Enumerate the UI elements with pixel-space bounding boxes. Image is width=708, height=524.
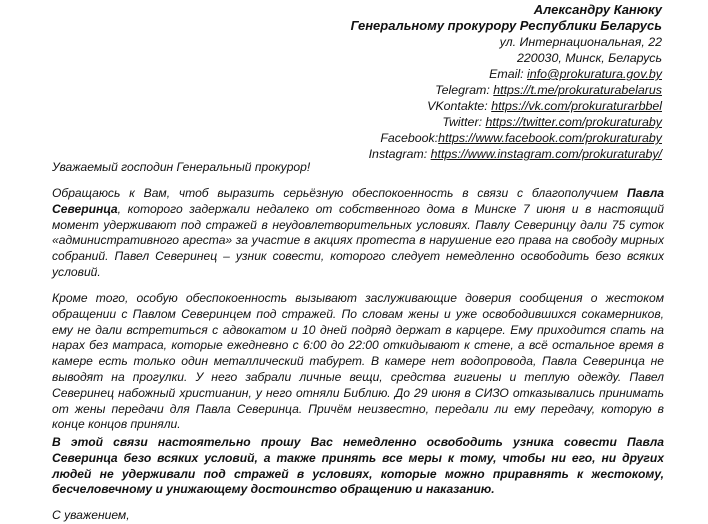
email-link[interactable]: info@prokuratura.gov.by — [527, 67, 662, 81]
telegram-label: Telegram: — [435, 83, 490, 97]
recipient-facebook-line — [351, 130, 662, 146]
prisoner-name: Павла Северинца — [52, 186, 664, 216]
facebook-label: Facebook: — [380, 131, 439, 145]
recipient-telegram-line — [351, 82, 662, 98]
recipient-name: Александру Канюку — [533, 2, 662, 17]
letter-paragraph-1 — [52, 186, 664, 281]
recipient-block — [351, 2, 662, 162]
telegram-link[interactable]: https://t.me/prokuraturabelarus — [493, 83, 662, 97]
recipient-position: Генеральному прокурору Республики Беларусь — [350, 18, 662, 33]
twitter-label: Twitter: — [442, 115, 483, 129]
paragraph-1-text-b: , которого задержали недалеко от собственного дома в Минске 7 июня и в настоящий момент удерживают под стражей в неудовлетворительных условиях. Павлу Северинцу дали 75 суток «административного ареста» за участие в акциях протеста в нарушение его права на свободу мирных собраний. Павел Северинец – узник совести, которого следует немедленно освободить безо всяких условий. — [52, 201, 664, 279]
letter-paragraph-2: Кроме того, особую обеспокоенность вызывают заслуживающие доверия сообщения о жестоком обращении с Павлом Северинцем под стражей. По словам жены и уже освободившихся сокамерников, ему не дали встретиться с адвокатом и 10 дней подряд держат в карцере. Ему приходится спать на нарах без матраса, которые ежедневно с 6:00 до 22:00 откидывают к стене, а всё остальное время в камере есть только один металлический табурет. В камере нет водопровода, Павла Северинца не выводят на прогулки. У него забрали личные вещи, средства гигиены и теплую одежду. Павел Северинец набожный христианин, у него отняли Библию. До 29 июня в СИЗО отказывались принимать от жены передачи для Павла Северинца. Причём неизвестно, передали ли ему передачу, которую в конце концов приняли. — [52, 291, 664, 432]
vk-link[interactable]: https://vk.com/prokuraturarbbel — [491, 99, 662, 113]
letter-closing: С уважением, — [52, 508, 130, 522]
recipient-twitter-line — [351, 114, 662, 130]
email-label: Email: — [489, 67, 524, 81]
letter-greeting: Уважаемый господин Генеральный прокурор! — [52, 160, 311, 174]
recipient-email-line — [351, 66, 662, 82]
instagram-label: Instagram: — [368, 147, 428, 161]
recipient-city: 220030, Минск, Беларусь — [516, 51, 662, 65]
paragraph-1-text-a: Обращаюсь к Вам, чтоб выразить серьёзную обеспокоенность в связи с благополучием — [52, 186, 628, 200]
facebook-link[interactable]: https://www.facebook.com/prokuraturaby — [438, 131, 662, 145]
letter-paragraph-3: В этой связи настоятельно прошу Вас немедленно освободить узника совести Павла Северинца безо всяких условий, а также принять все меры к тому, чтобы ни его, ни других людей не удерживали под стражей в условиях, которые можно приравнять к жестокому, бесчеловечному и унижающему достоинство обращению и наказанию. — [52, 435, 664, 497]
instagram-link[interactable]: https://www.instagram.com/prokuraturaby/ — [430, 147, 662, 161]
recipient-street: ул. Интернациональная, 22 — [499, 35, 662, 49]
recipient-vk-line — [351, 98, 662, 114]
twitter-link[interactable]: https://twitter.com/prokuraturaby — [485, 115, 662, 129]
vk-label: VKontakte: — [427, 99, 488, 113]
